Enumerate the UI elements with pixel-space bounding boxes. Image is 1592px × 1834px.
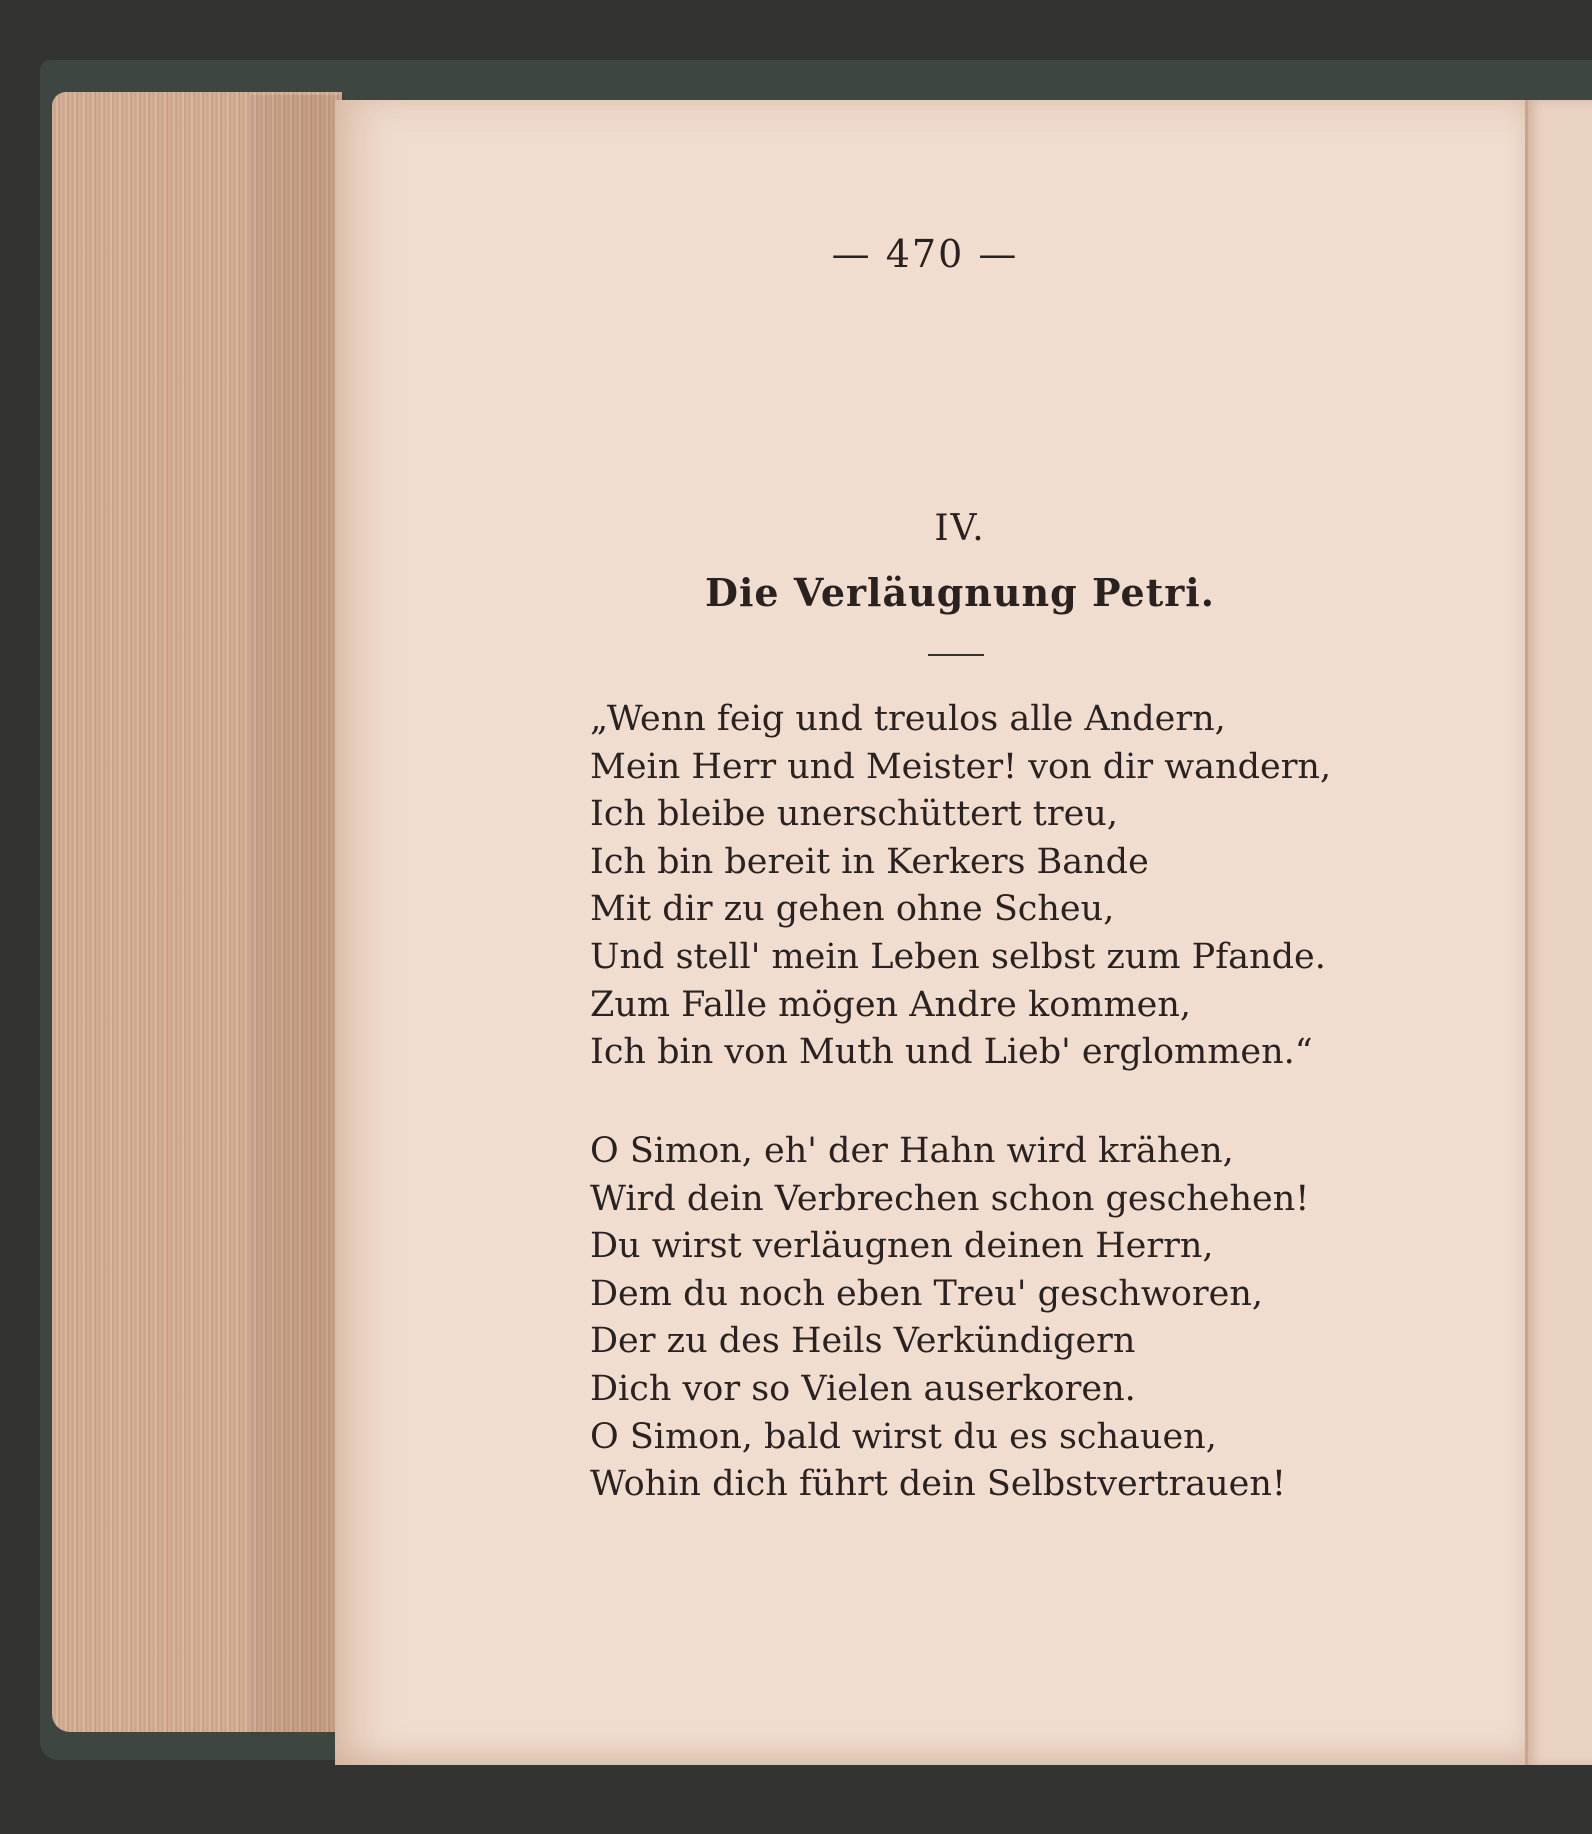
verse-line: Ich bleibe unerschüttert treu, (590, 794, 1118, 835)
poem-title: Die Verläugnung Petri. (705, 570, 1215, 615)
verse-line: Du wirst verläugnen deinen Herrn, (590, 1226, 1214, 1267)
stanza (590, 696, 1332, 1077)
verse-line: Dem du noch eben Treu' geschworen, (590, 1273, 1263, 1314)
verse-line: Und stell' mein Leben selbst zum Pfande. (590, 936, 1326, 977)
verse-line: Mein Herr und Meister! von dir wandern, (590, 746, 1332, 787)
verse-line: O Simon, bald wirst du es schauen, (590, 1416, 1217, 1457)
verse-line: Wohin dich führt dein Selbstvertrauen! (590, 1464, 1286, 1505)
verse-line: „Wenn feig und treulos alle Andern, (590, 699, 1226, 739)
verse-line: Mit dir zu gehen ohne Scheu, (590, 889, 1115, 930)
verse-line: O Simon, eh' der Hahn wird krähen, (590, 1131, 1234, 1171)
section-number: IV. (934, 508, 986, 549)
verse-line: Ich bin von Muth und Lieb' erglommen.“ (590, 1032, 1313, 1073)
verse-line: Ich bin bereit in Kerkers Bande (590, 841, 1149, 882)
verse-line: Wird dein Verbrechen schon geschehen! (590, 1178, 1310, 1219)
verse-line: Zum Falle mögen Andre kommen, (590, 984, 1192, 1025)
page-number: — 470 — (831, 232, 1019, 276)
stanza (590, 1128, 1310, 1509)
title-rule (928, 654, 984, 656)
verse-line: Dich vor so Vielen auserkoren. (590, 1368, 1136, 1409)
verse-line: Der zu des Heils Verkündigern (590, 1321, 1136, 1362)
